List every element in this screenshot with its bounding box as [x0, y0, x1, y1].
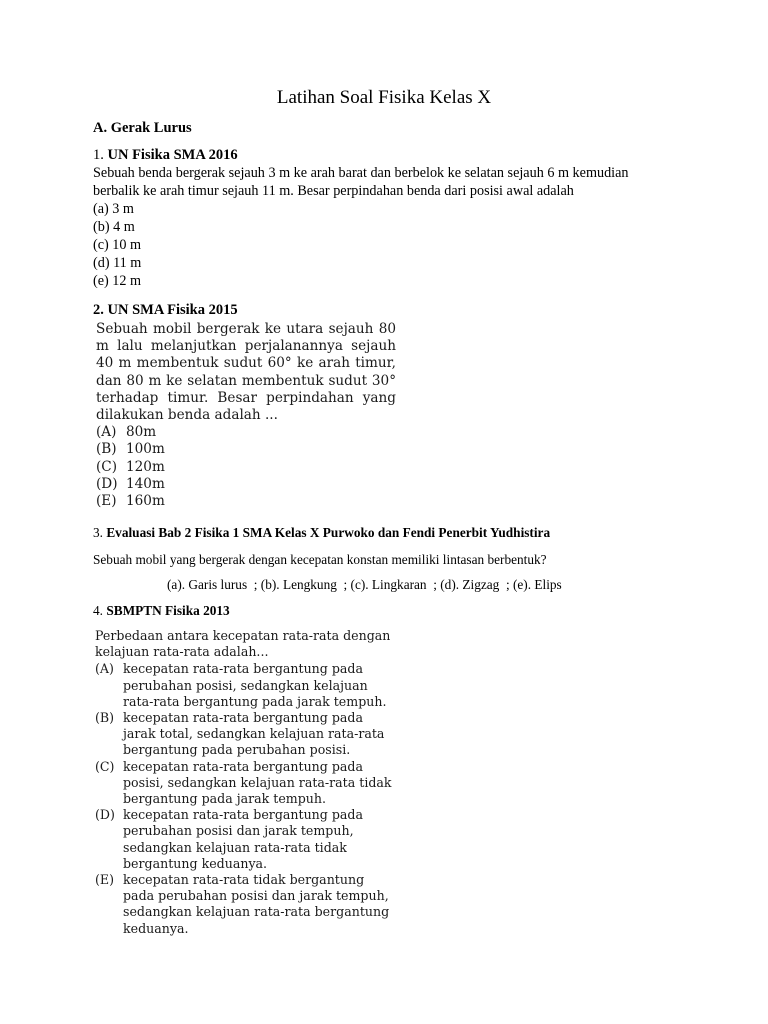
question-3-heading	[93, 524, 550, 542]
question-2-option-c-letter: (C)	[96, 458, 118, 475]
question-3-options: (a). Garis lurus ; (b). Lengkung ; (c). Lingkaran ; (d). Zigzag ; (e). Elips	[167, 577, 562, 592]
question-2-option-d-text: 140m	[126, 475, 165, 492]
question-1-heading	[93, 146, 238, 164]
question-2-option-c	[96, 459, 396, 476]
question-4-option-b-letter: (B)	[95, 710, 115, 726]
question-1-stem-line-2: berbalik ke arah timur sejauh 11 m. Besar perpindahan benda dari posisi awal adalah	[93, 183, 574, 199]
question-4-option-d-letter: (D)	[95, 807, 115, 823]
question-4-option-a-text: kecepatan rata-rata bergantung pada perubahan posisi, sedangkan kelajuan rata-rata bergantung pada jarak tempuh.	[123, 661, 387, 709]
question-2-option-d	[96, 476, 396, 493]
question-4-option-b	[95, 710, 395, 759]
question-2-option-a	[96, 424, 396, 441]
question-1-option-e: (e) 12 m	[93, 273, 142, 289]
question-2-option-b-text: 100m	[126, 441, 165, 458]
question-4-option-a	[95, 661, 395, 710]
question-1-number: 1.	[93, 147, 104, 163]
question-4-heading	[93, 602, 230, 620]
question-4-option-b-text: kecepatan rata-rata bergantung pada jarak total, sedangkan kelajuan rata-rata bergantung pada perubahan posisi.	[123, 710, 385, 758]
question-2-scan	[96, 321, 396, 510]
question-4-option-e-letter: (E)	[95, 872, 115, 888]
question-3-number: 3.	[93, 525, 103, 540]
question-4-option-c	[95, 759, 395, 808]
question-1-source: UN Fisika SMA 2016	[107, 147, 238, 163]
question-3-stem: Sebuah mobil yang bergerak dengan kecepatan konstan memiliki lintasan berbentuk?	[93, 552, 547, 567]
question-2-heading	[93, 301, 238, 319]
question-4-scan	[95, 628, 395, 937]
question-2-title: 2. UN SMA Fisika 2015	[93, 302, 238, 318]
question-4-option-d-text: kecepatan rata-rata bergantung pada perubahan posisi dan jarak tempuh, sedangkan kelajuan rata-rata tidak bergantung keduanya.	[123, 807, 364, 871]
question-4-option-a-letter: (A)	[95, 661, 114, 677]
question-2-option-e-letter: (E)	[96, 493, 117, 510]
question-2-stem: Sebuah mobil bergerak ke utara sejauh 80 m lalu melanjutkan perjalanannya sejauh 40 m membentuk sudut 60° ke arah timur, dan 80 m ke selatan membentuk sudut 30° terhadap timur. Besar perpindahan yang dilakukan benda adalah ...	[96, 321, 396, 424]
question-4-option-c-letter: (C)	[95, 758, 115, 774]
question-1-stem-line-1: Sebuah benda bergerak sejauh 3 m ke arah barat dan berbelok ke selatan sejauh 6 m kemudian	[93, 165, 629, 181]
question-1-option-d: (d) 11 m	[93, 255, 142, 271]
question-4-stem: Perbedaan antara kecepatan rata-rata dengan kelajuan rata-rata adalah...	[95, 628, 391, 660]
question-2-option-a-text: 80m	[126, 424, 157, 441]
question-4-source: SBMPTN Fisika 2013	[106, 603, 230, 618]
question-2-option-c-text: 120m	[126, 458, 165, 475]
question-1-body	[93, 164, 693, 290]
question-4-option-d	[95, 807, 395, 872]
question-1-option-c: (c) 10 m	[93, 237, 142, 253]
question-2-option-b	[96, 441, 396, 458]
question-4-option-c-text: kecepatan rata-rata bergantung pada posisi, sedangkan kelajuan rata-rata tidak bergantung pada jarak tempuh.	[123, 758, 392, 807]
question-2-option-e	[96, 493, 396, 510]
question-2-option-b-letter: (B)	[96, 441, 117, 458]
question-2-option-a-letter: (A)	[96, 424, 117, 441]
question-4-option-e-text: kecepatan rata-rata tidak bergantung pada perubahan posisi dan jarak tempuh, sedangkan kelajuan rata-rata bergantung keduanya.	[123, 872, 390, 936]
question-1-option-a: (a) 3 m	[93, 201, 134, 217]
question-2-option-e-text: 160m	[126, 493, 165, 510]
section-heading: A. Gerak Lurus	[93, 120, 192, 136]
question-2-option-d-letter: (D)	[96, 475, 118, 492]
question-4-number: 4.	[93, 603, 103, 618]
question-3-source: Evaluasi Bab 2 Fisika 1 SMA Kelas X Purwoko dan Fendi Penerbit Yudhistira	[106, 525, 551, 540]
question-1-option-b: (b) 4 m	[93, 219, 135, 235]
question-4-option-e	[95, 872, 395, 937]
document-title: Latihan Soal Fisika Kelas X	[276, 87, 492, 108]
